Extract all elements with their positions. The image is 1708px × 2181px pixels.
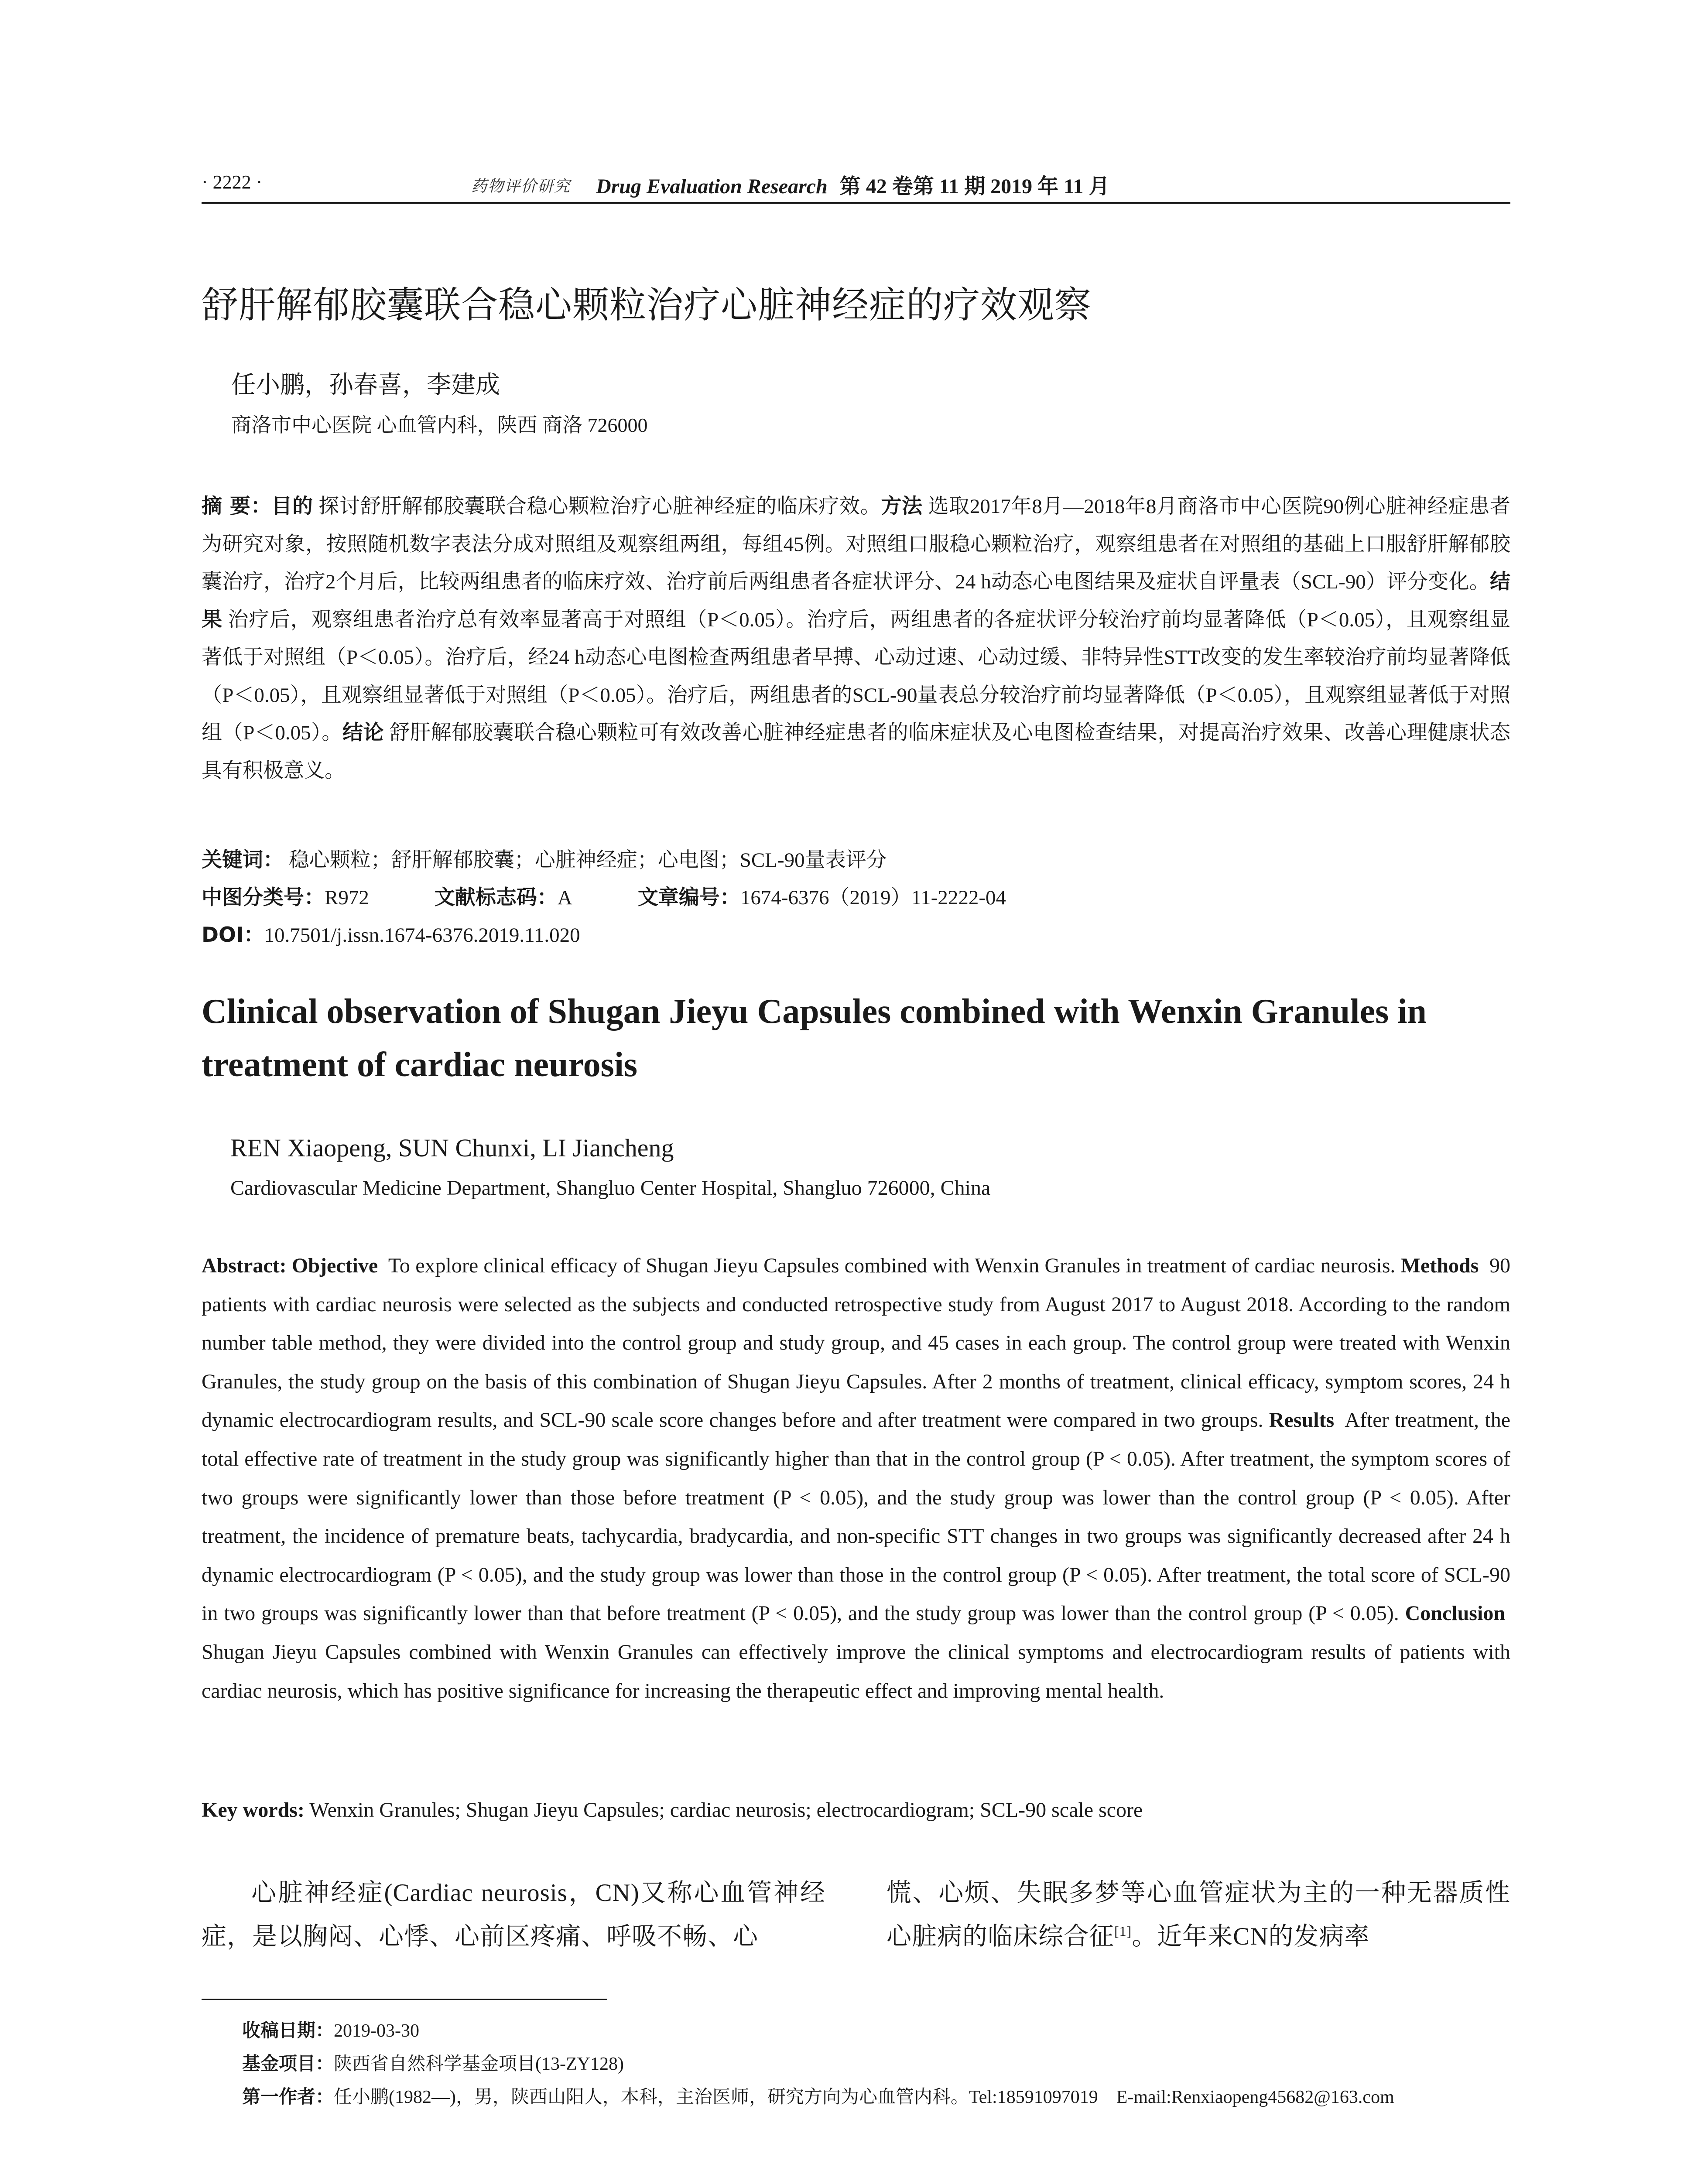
en-keywords-label: Key words: (202, 1798, 305, 1822)
footnote-fund (242, 2049, 624, 2075)
en-abstract-label: Abstract: (202, 1254, 287, 1277)
body-right-text-cont: 。近年来CN的发病率 (1132, 1923, 1370, 1950)
en-conclusion-label: Conclusion (1405, 1602, 1506, 1625)
cn-conclusion-text: 舒肝解郁胶囊联合稳心颗粒可有效改善心脏神经症患者的临床症状及心电图检查结果，对提高治疗效果、改善心理健康状态具有积极意义。 (202, 721, 1511, 782)
footnote-received (242, 2016, 419, 2042)
en-methods-text: 90 patients with cardiac neurosis were selected as the subjects and conducted retrospective study from August 2017 to August 2018. According to the random number table method, they were divided into the control group and study group, and 45 cases in each group. The control group were treated with Wenxin Granules, the study group on the basis of this combination of Shugan Jieyu Capsules. After 2 months of treatment, clinical efficacy, symptom scores, 24 h dynamic electrocardiogram results, and SCL-90 scale score changes before and after treatment were compared in two groups. (202, 1254, 1511, 1432)
cn-objective-text: 探讨舒肝解郁胶囊联合稳心颗粒治疗心脏神经症的临床疗效。 (318, 495, 881, 518)
en-keywords (202, 1798, 1510, 1822)
first-author-text: 任小鹏(1982—)，男，陕西山阳人，本科，主治医师，研究方向为心血管内科。Tel:18591097019 E-mail:Renxiaopeng45682@163.com (334, 2087, 1394, 2107)
cn-abstract (202, 488, 1510, 790)
en-authors: REN Xiaopeng, SUN Chunxi, LI Jiancheng (230, 1134, 674, 1162)
fund-label: 基金项目： (242, 2053, 334, 2074)
cn-results-text: 治疗后，观察组患者治疗总有效率显著高于对照组（P＜0.05）。治疗后，两组患者的各症状评分较治疗前均显著降低（P＜0.05），且观察组显著低于对照组（P＜0.05）。治疗后，经24 h动态心电图检查两组患者早搏、心动过速、心动过缓、非特异性STT改变的发生率较治疗前均显著降低（P＜0.05），且观察组显著低于对照组（P＜0.05）。治疗后，两组患者的SCL-90量表总分较治疗前均显著降低（P＜0.05），且观察组显著低于对照组（P＜0.05）。 (202, 608, 1511, 744)
received-date: 2019-03-30 (334, 2021, 419, 2041)
issue-info: 第 42 卷第 11 期 2019 年 11 月 (839, 175, 1110, 198)
en-methods-label: Methods (1400, 1254, 1479, 1277)
en-objective-text: To explore clinical efficacy of Shugan Jieyu Capsules combined with Wenxin Granules in treatment of cardiac neurosis. (388, 1254, 1396, 1277)
en-abstract (202, 1247, 1510, 1710)
cn-authors: 任小鹏，孙春喜，李建成 (231, 372, 500, 399)
doi-value: 10.7501/j.issn.1674-6376.2019.11.020 (264, 924, 580, 947)
article-no-value: 1674-6376（2019）11-2222-04 (740, 886, 1006, 909)
cn-classification-line (202, 881, 1510, 910)
en-results-label: Results (1269, 1408, 1335, 1432)
body-left-column: 心脏神经症(Cardiac neurosis，CN)又称心血管神经症，是以胸闷、心悸、心前区疼痛、呼吸不畅、心 (202, 1879, 825, 1950)
running-header (471, 169, 1109, 199)
footnote-first-author (242, 2082, 1394, 2109)
doi-line (202, 919, 1510, 948)
en-results-text: After treatment, the total effective rate of treatment in the study group was significantly higher than that in the control group (P < 0.05). After treatment, the symptom scores of two groups were significantly lower than those before treatment (P < 0.05), and the study group was lower than the control group (P < 0.05). After treatment, the incidence of premature beats, tachycardia, bradycardia, and non-specific STT changes in two groups was significantly decreased after 24 h dynamic electrocardiogram (P < 0.05), and the study group was lower than those in the control group (P < 0.05). After treatment, the total score of SCL-90 in two groups was significantly lower than that before treatment (P < 0.05), and the study group was lower than the control group (P < 0.05). (202, 1408, 1511, 1625)
en-keywords-text: Wenxin Granules; Shugan Jieyu Capsules; cardiac neurosis; electrocardiogram; SCL-90 scale score (309, 1798, 1143, 1822)
clc-label: 中图分类号： (202, 885, 325, 909)
clc-value: R972 (325, 886, 369, 909)
doc-code-value: A (557, 886, 572, 909)
received-label: 收稿日期： (242, 2020, 334, 2041)
cn-keywords (202, 844, 1510, 873)
cn-results-label: 结果 (202, 570, 1510, 632)
doi-label: DOI： (202, 923, 264, 947)
page-number: · 2222 · (202, 171, 263, 193)
journal-cn-logo: 药物评价研究 (471, 178, 571, 195)
cn-keywords-label: 关键词： (202, 848, 284, 872)
en-objective-label: Objective (291, 1254, 378, 1277)
doc-code-label: 文献标志码： (434, 885, 558, 909)
fund-text: 陕西省自然科学基金项目(13-ZY128) (334, 2054, 624, 2074)
cn-affiliation: 商洛市中心医院 心血管内科，陕西 商洛 726000 (231, 414, 648, 436)
en-conclusion-text: Shugan Jieyu Capsules combined with Wenxin Granules can effectively improve the clinical symptoms and electrocardiogram results of patients with cardiac neurosis, which has positive significance for increasing the therapeutic effect and improving mental health. (202, 1640, 1510, 1702)
cn-keywords-text: 稳心颗粒；舒肝解郁胶囊；心脏神经症；心电图；SCL-90量表评分 (288, 849, 887, 872)
en-affiliation: Cardiovascular Medicine Department, Shangluo Center Hospital, Shangluo 726000, China (230, 1176, 991, 1200)
cn-title: 舒肝解郁胶囊联合稳心颗粒治疗心脏神经症的疗效观察 (202, 284, 1092, 326)
body-right-text: 慌、心烦、失眠多梦等心血管症状为主的一种无器质性心脏病的临床综合征 (887, 1879, 1510, 1950)
header-rule (202, 202, 1510, 204)
en-title: Clinical observation of Shugan Jieyu Capsules combined with Wenxin Granules in treatment of cardiac neurosis (202, 992, 1427, 1084)
cn-abstract-label: 摘 要： (202, 494, 272, 518)
journal-name: Drug Evaluation Research (596, 175, 828, 198)
article-no-label: 文章编号： (637, 885, 740, 909)
body-right-column (887, 1871, 1510, 1959)
cn-objective-label: 目的 (271, 494, 313, 518)
cn-conclusion-label: 结论 (342, 721, 384, 745)
cn-methods-text: 选取2017年8月—2018年8月商洛市中心医院90例心脏神经症患者为研究对象，按照随机数字表法分成对照组及观察组两组，每组45例。对照组口服稳心颗粒治疗，观察组患者在对照组的基础上口服舒肝解郁胶囊治疗，治疗2个月后，比较两组患者的临床疗效、治疗前后两组患者各症状评分、24 h动态心电图结果及症状自评量表（SCL-90）评分变化。 (202, 495, 1511, 593)
citation-ref: [1] (1114, 1923, 1132, 1939)
cn-methods-label: 方法 (881, 494, 923, 518)
first-author-label: 第一作者： (242, 2086, 334, 2107)
footnote-rule (202, 1999, 607, 2000)
